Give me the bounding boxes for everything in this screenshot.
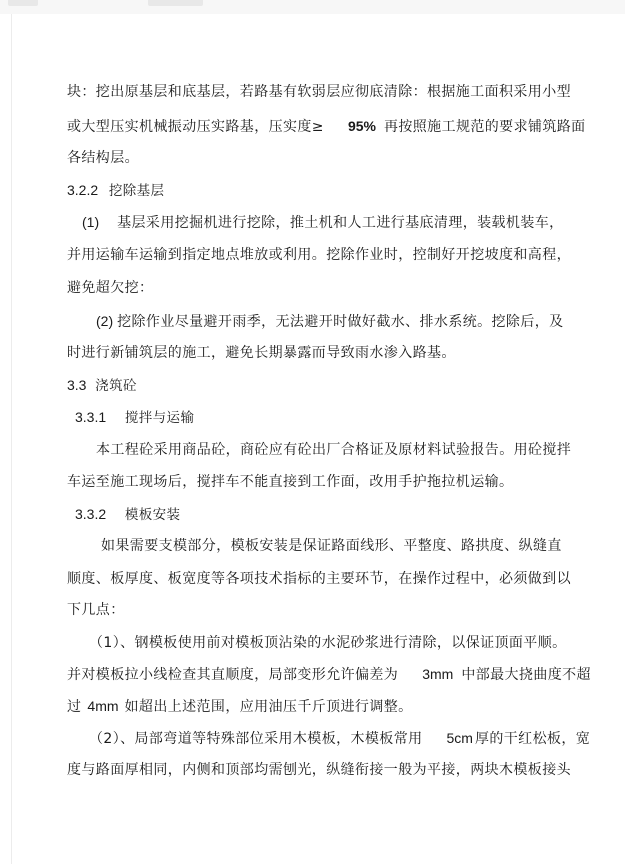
paragraph-line bbox=[67, 665, 591, 684]
section-heading-3-3-2 bbox=[75, 505, 180, 524]
paragraph-line: （1）、钢模板使用前对模板顶沾染的水泥砂浆进行清除，以保证顶面平顺。 bbox=[89, 635, 567, 651]
paragraph-line bbox=[67, 117, 586, 136]
paragraph-line: 各结构层。 bbox=[67, 150, 139, 166]
section-heading-3-3-1 bbox=[75, 408, 194, 427]
paragraph-line: 度与路面厚相同，内侧和顶部均需刨光，纵缝衔接一般为平接，两块木模板接头 bbox=[67, 762, 571, 778]
deflection-value: 4mm bbox=[87, 698, 119, 714]
text-run: （2）、局部弯道等特殊部位采用木模板，木模板常用 bbox=[89, 731, 423, 747]
paragraph-line: 避免超欠挖： bbox=[67, 280, 154, 296]
paragraph-line: 并用运输车运输到指定地点堆放或利用。挖除作业时，控制好开挖坡度和高程， bbox=[67, 247, 571, 263]
paragraph-line bbox=[96, 312, 564, 331]
section-number: 3.3 bbox=[67, 377, 87, 393]
compaction-value: 95% bbox=[347, 118, 376, 134]
paragraph-line: 顺度、板厚度、板宽度等各项技术指标的主要环节，在操作过程中，必须做到以 bbox=[67, 571, 571, 587]
section-number: 3.3.1 bbox=[75, 409, 107, 425]
paragraph-line bbox=[89, 729, 590, 748]
text-run: 中部最大挠曲度不超 bbox=[461, 667, 591, 683]
section-title: 浇筑砼 bbox=[95, 378, 137, 394]
section-heading-3-3 bbox=[67, 376, 137, 395]
section-heading-3-2-2 bbox=[67, 181, 164, 200]
text-run: 如超出上述范围，应用油压千斤顶进行调整。 bbox=[124, 699, 413, 715]
board-thickness-value: 5cm bbox=[446, 730, 473, 746]
item-number: (2) bbox=[96, 313, 114, 329]
paragraph-line: 如果需要支模部分，模板安装是保证路面线形、平整度、路拱度、纵缝直 bbox=[101, 538, 562, 554]
text-run: 并对模板拉小线检查其直顺度，局部变形允许偏差为 bbox=[67, 667, 399, 683]
text-run: 再按照施工规范的要求铺筑路面 bbox=[383, 119, 586, 135]
paragraph-line: 车运至施工现场后，搅拌车不能直接到工作面，改用手护拖拉机运输。 bbox=[67, 474, 514, 490]
text-run: 厚的干红松板，宽 bbox=[474, 731, 591, 747]
text-run: 过 bbox=[67, 699, 82, 715]
paragraph-line bbox=[67, 697, 413, 716]
tolerance-value: 3mm bbox=[422, 666, 454, 682]
paragraph-line: 下几点： bbox=[67, 602, 125, 618]
paragraph-line bbox=[82, 213, 564, 232]
section-title: 模板安装 bbox=[124, 507, 181, 523]
text-run: 基层采用挖掘机进行挖除，推土机和人工进行基底清理，装载机装车， bbox=[117, 215, 564, 231]
section-title: 挖除基层 bbox=[108, 183, 165, 199]
paragraph-line: 块：挖出原基层和底基层，若路基有软弱层应彻底清除：根据施工面积采用小型 bbox=[67, 84, 571, 100]
section-number: 3.2.2 bbox=[67, 182, 99, 198]
text-run: 或大型压实机械振动压实路基，压实度≥ bbox=[67, 119, 324, 135]
item-number: (1) bbox=[82, 214, 100, 230]
text-run: 挖除作业尽量避开雨季，无法避开时做好截水、排水系统。挖除后，及 bbox=[117, 314, 564, 330]
section-number: 3.3.2 bbox=[75, 506, 107, 522]
paragraph-line: 本工程砼采用商品砼，商砼应有砼出厂合格证及原材料试验报告。用砼搅拌 bbox=[96, 442, 572, 458]
section-title: 搅拌与运输 bbox=[124, 410, 195, 426]
paragraph-line: 时进行新铺筑层的施工，避免长期暴露而导致雨水渗入路基。 bbox=[67, 345, 456, 361]
